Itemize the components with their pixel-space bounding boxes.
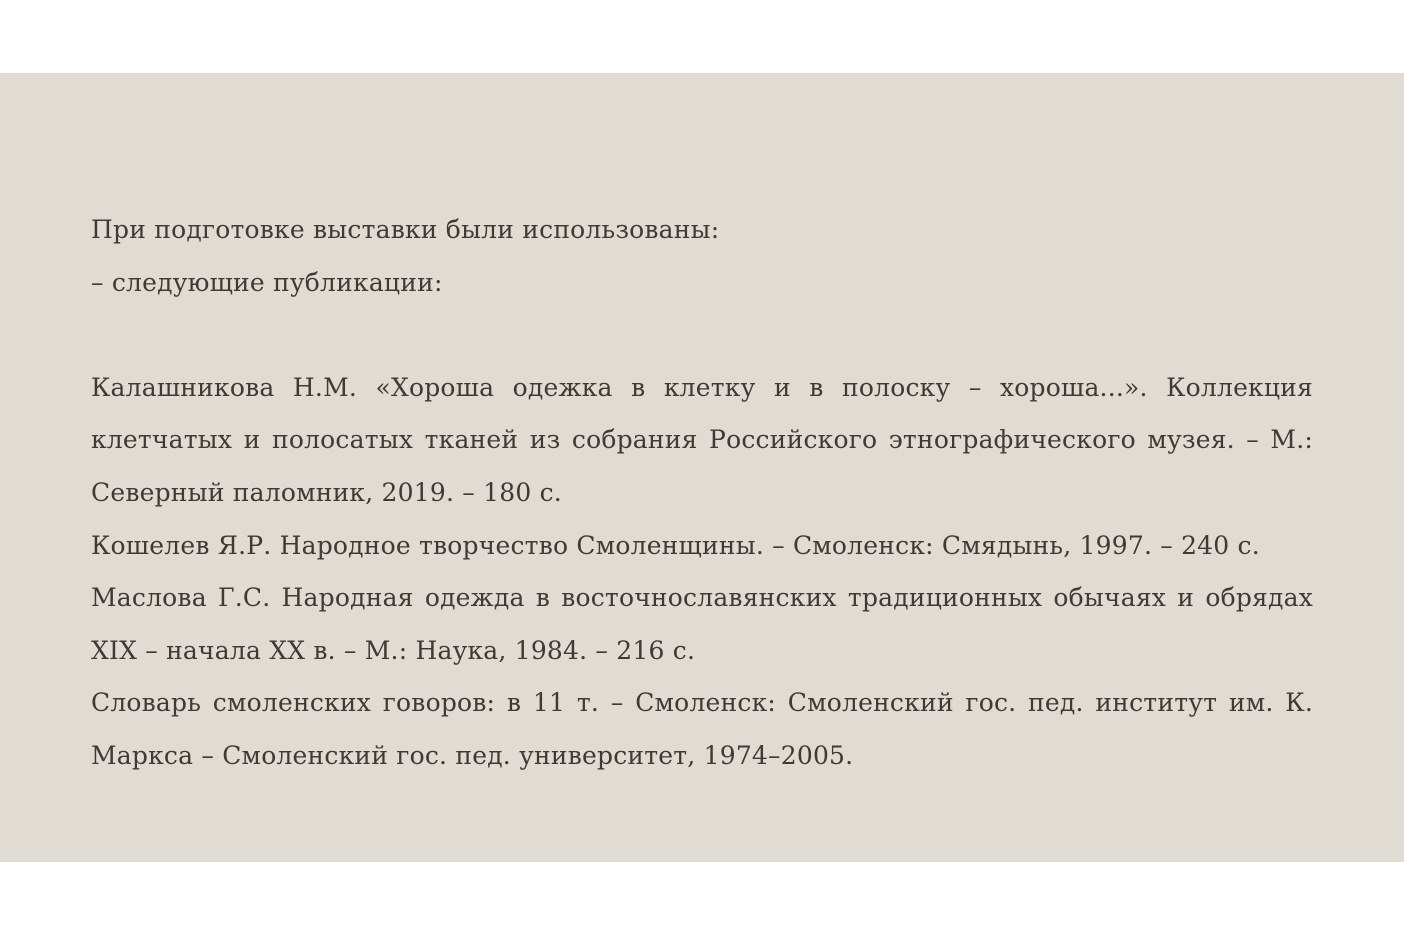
intro-line: При подготовке выставки были использованы: (91, 215, 720, 244)
publication-entry: Кошелев Я.Р. Народное творчество Смоленщины. – Смоленск: Смядынь, 1997. – 240 с. (91, 530, 1260, 560)
paragraph-spacer (91, 309, 1313, 362)
publication-entry: Словарь смоленских говоров: в 11 т. – Смоленск: Смоленский гос. пед. институт им. К. Маркса – Смоленский гос. пед. университет, 1974–2005. (91, 688, 1313, 770)
bibliography-text (91, 204, 1313, 783)
publication-entry: Маслова Г.С. Народная одежда в восточнославянских традиционных обычаях и обрядах XIX – начала XX в. – М.: Наука, 1984. – 216 с. (91, 583, 1313, 665)
intro-subline: – следующие публикации: (91, 267, 443, 297)
content-panel (0, 73, 1404, 862)
publication-entry: Калашникова Н.М. «Хороша одежка в клетку и в полоску – хороша...». Коллекция клетчатых и полосатых тканей из собрания Российского этнографического музея. – М.: Северный паломник, 2019. – 180 с. (91, 372, 1313, 507)
